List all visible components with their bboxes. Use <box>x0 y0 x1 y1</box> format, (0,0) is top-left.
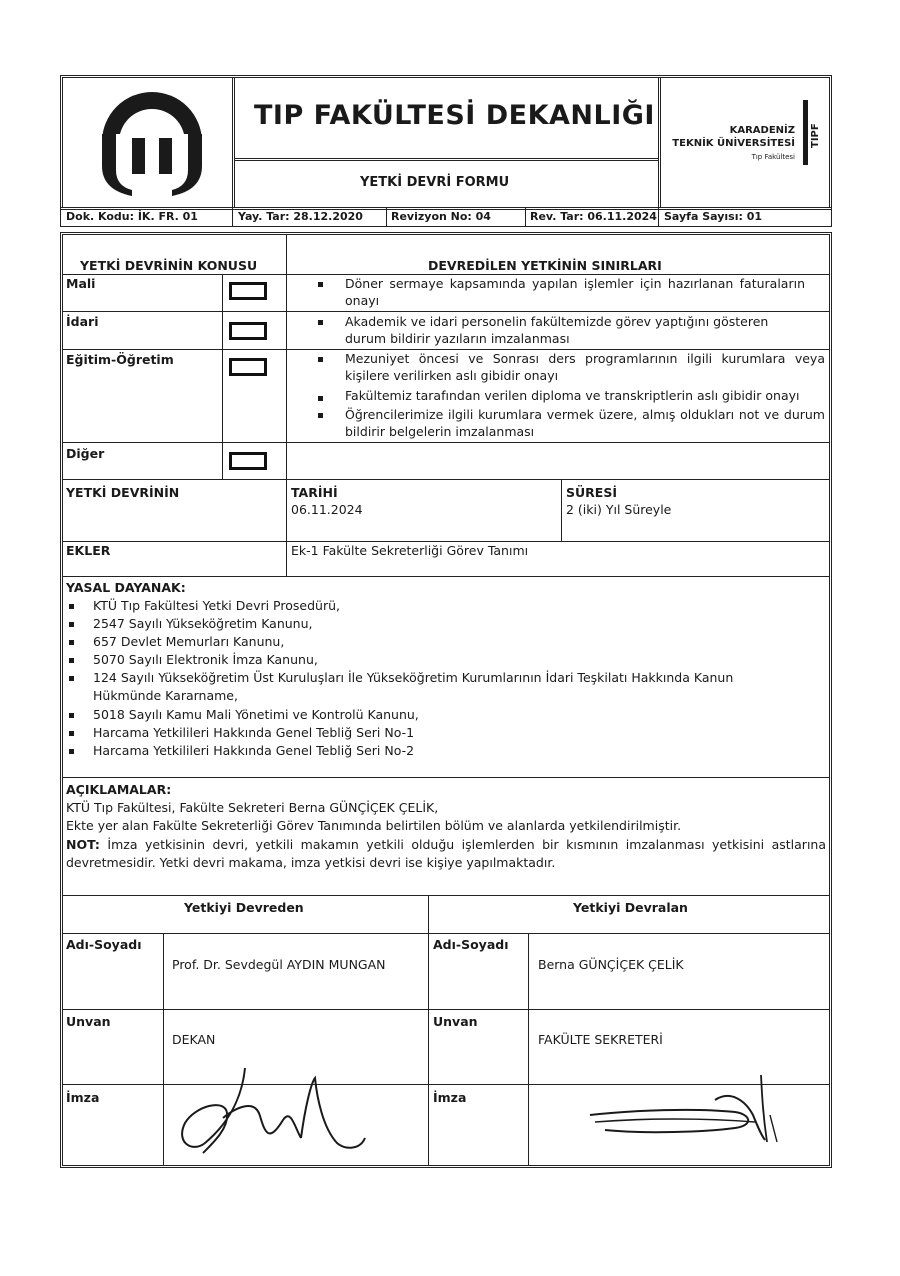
bullet-icon <box>318 413 323 418</box>
attachments-value: Ek-1 Fakülte Sekreterliği Görev Tanımı <box>291 543 529 558</box>
scope-item-mali-1: Döner sermaye kapsamında yapılan işlemler için hazırlanan faturaların onayı <box>345 276 805 308</box>
legal-item <box>93 597 340 615</box>
right-sign-label: İmza <box>433 1090 467 1105</box>
transfer-divider <box>561 479 562 541</box>
bullet-icon <box>69 604 74 609</box>
university-logo <box>82 86 222 198</box>
left-name-label: Adı-Soyadı <box>66 937 142 952</box>
meta-divider-4 <box>658 207 659 227</box>
meta-divider-3 <box>525 207 526 227</box>
bullet-icon <box>69 676 74 681</box>
scope-checkbox-divider <box>222 275 223 479</box>
bullet-icon <box>69 622 74 627</box>
legal-item <box>93 724 414 742</box>
page-title: TIP FAKÜLTESİ DEKANLIĞI <box>254 100 655 131</box>
legal-title: YASAL DAYANAK: <box>66 580 186 595</box>
scope-left-header: YETKİ DEVRİNİN KONUSU <box>80 258 258 273</box>
header-divider-right <box>658 77 661 208</box>
right-name-label: Adı-Soyadı <box>433 937 509 952</box>
scope-item-egitim-1: Mezuniyet öncesi ve Sonrası ders programlarının ilgili kurumlara veya kişilere verilirken aslı gibidir onayı <box>345 351 825 383</box>
legal-bottom-line <box>63 777 829 778</box>
revision-number: Revizyon No: 04 <box>391 210 491 223</box>
header-divider-left <box>232 77 235 208</box>
checkbox-egitim[interactable] <box>229 358 267 376</box>
scope-row-line-4 <box>63 442 829 443</box>
scope-row-line-2 <box>63 311 829 312</box>
bullet-icon <box>69 658 74 663</box>
bullet-icon <box>69 749 74 754</box>
checkbox-idari[interactable] <box>229 322 267 340</box>
transfer-duration-value: 2 (iki) Yıl Süreyle <box>566 502 672 517</box>
left-sign-label: İmza <box>66 1090 100 1105</box>
revision-date: Rev. Tar: 06.11.2024 <box>530 210 657 223</box>
legal-item-text: Harcama Yetkilileri Hakkında Genel Tebliğ Seri No-2 <box>93 743 415 758</box>
left-title-label: Unvan <box>66 1014 111 1029</box>
sign-row-line-1 <box>63 1009 829 1010</box>
legal-item <box>93 651 318 669</box>
legal-item-text: 2547 Sayılı Yükseköğretim Kanunu, <box>93 616 313 631</box>
faculty-small-label: Tıp Fakültesi <box>751 153 795 161</box>
notes-line-1: KTÜ Tıp Fakültesi, Fakülte Sekreteri Berna GÜNÇİÇEK ÇELİK, <box>66 800 439 815</box>
scope-label-diger: Diğer <box>66 446 105 461</box>
sign-right-label-divider <box>528 933 529 1165</box>
legal-item <box>93 633 284 651</box>
notes-title: AÇIKLAMALAR: <box>66 782 172 797</box>
legal-item <box>93 669 793 705</box>
notes-bottom-line <box>63 895 829 896</box>
bullet-icon <box>318 396 323 401</box>
scope-item-egitim-2: Fakültemiz tarafından verilen diploma ve transkriptlerin aslı gibidir onayı <box>345 388 800 403</box>
bullet-icon <box>318 357 323 362</box>
right-signature <box>585 1070 785 1150</box>
brand-bar <box>803 100 808 165</box>
legal-item-text: Harcama Yetkilileri Hakkında Genel Tebliğ Seri No-1 <box>93 725 415 740</box>
legal-item <box>93 706 419 724</box>
left-signature <box>165 1058 405 1163</box>
sign-left-label-divider <box>163 933 164 1165</box>
checkbox-diger[interactable] <box>229 452 267 470</box>
legal-item-text: 5018 Sayılı Kamu Mali Yönetimi ve Kontrolü Kanunu, <box>93 707 419 722</box>
legal-item <box>93 615 313 633</box>
legal-item <box>93 742 414 760</box>
bullet-icon <box>318 282 323 287</box>
notes-line-2: Ekte yer alan Fakülte Sekreterliği Görev Tanımında belirtilen bölüm ve alanlarda yetkilendirilmiştir. <box>66 818 682 833</box>
transfer-duration-label: SÜRESİ <box>566 485 617 500</box>
legal-item-text: 124 Sayılı Yükseköğretim Üst Kuruluşları İle Yükseköğretim Kurumlarının İdari Teşkilatı Hakkında Kanun Hükmünde Kararname, <box>93 670 734 703</box>
legal-item-text: KTÜ Tıp Fakültesi Yetki Devri Prosedürü, <box>93 598 340 613</box>
meta-divider-1 <box>232 207 233 227</box>
scope-item-idari-1: Akademik ve idari personelin fakültemizde görev yaptığını gösteren durum bildirir yazıların imzalanması <box>345 314 769 346</box>
scope-right-header: DEVREDİLEN YETKİNİN SINIRLARI <box>428 258 662 273</box>
bullet-icon <box>318 320 323 325</box>
attachments-bottom-line <box>63 576 829 577</box>
transfer-date-value: 06.11.2024 <box>291 502 363 517</box>
transfer-bottom-line <box>63 541 829 542</box>
legal-item-text: 5070 Sayılı Elektronik İmza Kanunu, <box>93 652 318 667</box>
attachments-label: EKLER <box>66 543 111 558</box>
checkbox-mali[interactable] <box>229 282 267 300</box>
side-code: TIPF <box>810 123 821 148</box>
bullet-icon <box>69 640 74 645</box>
scope-row-line-5 <box>63 479 829 480</box>
right-name-value: Berna GÜNÇİÇEK ÇELİK <box>538 957 684 972</box>
doc-code: Dok. Kodu: İK. FR. 01 <box>66 210 198 223</box>
legal-item-text: 657 Devlet Memurları Kanunu, <box>93 634 285 649</box>
left-title-value: DEKAN <box>172 1032 216 1047</box>
transfer-date-label: TARİHİ <box>291 485 338 500</box>
sign-center-divider <box>428 895 429 1165</box>
page-count: Sayfa Sayısı: 01 <box>664 210 763 223</box>
scope-label-idari: İdari <box>66 314 99 329</box>
right-title-label: Unvan <box>433 1014 478 1029</box>
header-middle-line <box>234 158 658 161</box>
scope-col-divider <box>286 235 287 576</box>
university-name-line2: TEKNİK ÜNİVERSİTESİ <box>672 138 795 149</box>
form-name: YETKİ DEVRİ FORMU <box>360 175 510 190</box>
sign-right-header: Yetkiyi Devralan <box>573 900 688 915</box>
transfer-label: YETKİ DEVRİNİN <box>66 485 180 500</box>
note-text: İmza yetkisinin devri, yetkili makamın yetkili olduğu işlemlerden bir kısmının imzalanması yetkisini astlarına devretmesidir. Yetki devri makama, imza yetkisi devri ise kişiye yapılmaktadır. <box>66 837 826 870</box>
left-name-value: Prof. Dr. Sevdegül AYDIN MUNGAN <box>172 957 386 972</box>
bullet-icon <box>69 731 74 736</box>
sign-left-header: Yetkiyi Devreden <box>184 900 304 915</box>
right-title-value: FAKÜLTE SEKRETERİ <box>538 1032 663 1047</box>
scope-label-mali: Mali <box>66 276 96 291</box>
bullet-icon <box>69 713 74 718</box>
note-label: NOT: <box>66 837 100 852</box>
publish-date: Yay. Tar: 28.12.2020 <box>238 210 363 223</box>
scope-label-egitim: Eğitim-Öğretim <box>66 352 174 367</box>
sign-header-line <box>63 933 829 934</box>
notes-note <box>66 836 826 872</box>
meta-divider-2 <box>386 207 387 227</box>
scope-item-egitim-3: Öğrencilerimize ilgili kurumlara vermek üzere, almış oldukları not ve durum bildirir belgelerin imzalanması <box>345 407 825 439</box>
university-name-line1: KARADENİZ <box>729 125 795 136</box>
